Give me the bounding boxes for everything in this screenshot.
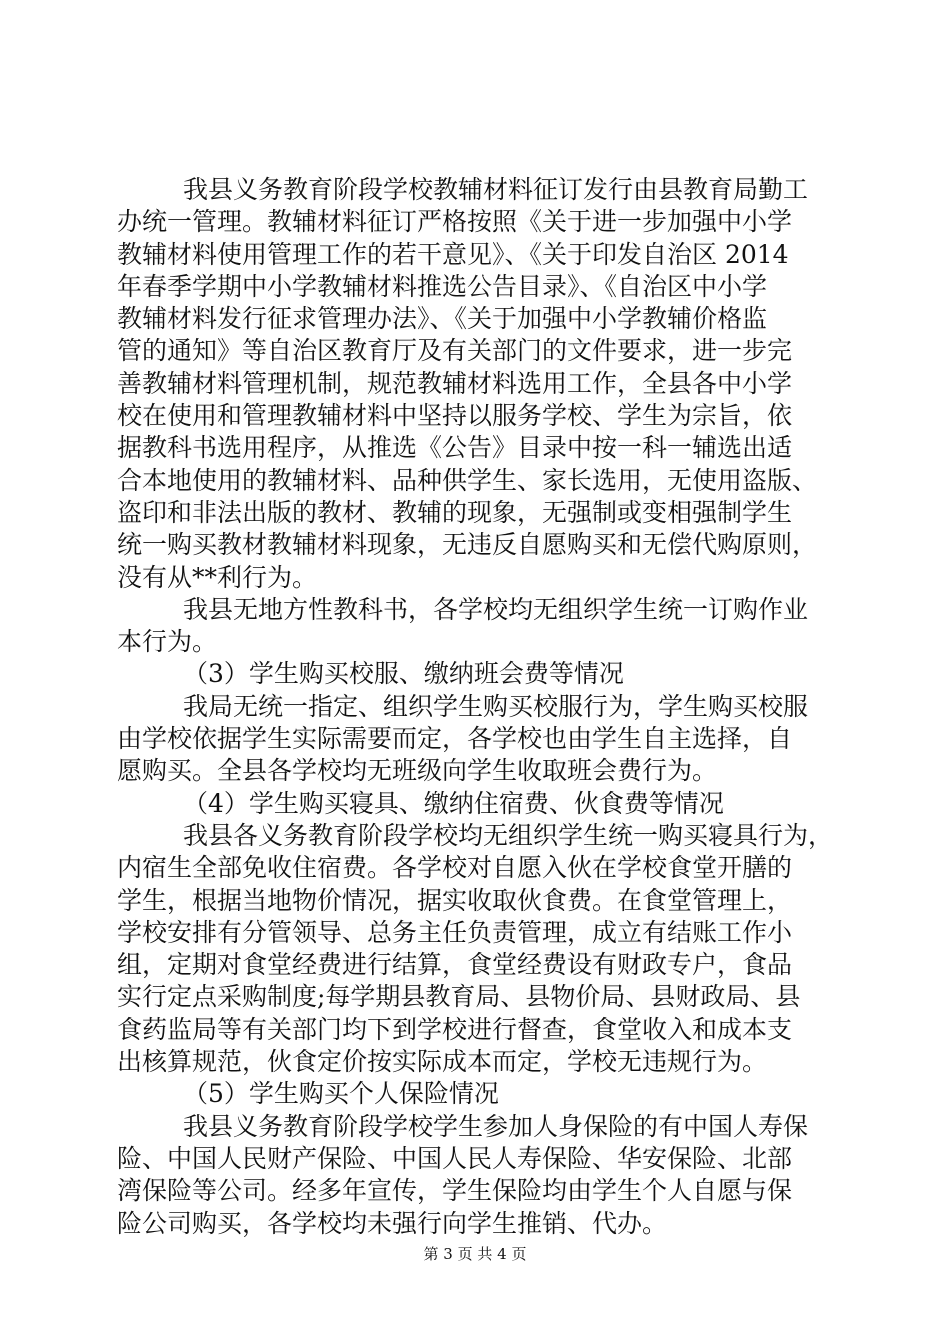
text-line: 我县义务教育阶段学校教辅材料征订发行由县教育局勤工 bbox=[183, 175, 809, 204]
text-line: 教辅材料发行征求管理办法》、《关于加强中小学教辅价格监 bbox=[117, 304, 768, 334]
text-line: 善教辅材料管理机制，规范教辅材料选用工作，全县各中小学 bbox=[117, 368, 793, 398]
text-line: 我县各义务教育阶段学校均无组织学生统一购买寝具行为， bbox=[183, 820, 834, 850]
text-line: 办统一管理。教辅材料征订严格按照《关于进一步加强中小学 bbox=[117, 207, 793, 237]
text-line: 险公司购买，各学校均未强行向学生推销、代办。 bbox=[117, 1208, 668, 1238]
text-line: 统一购买教材教辅材料现象，无违反自愿购买和无偿代购原则， bbox=[117, 530, 818, 560]
text-line: （4）学生购买寝具、缴纳住宿费、伙食费等情况 bbox=[183, 788, 724, 818]
text-line: 合本地使用的教辅材料、品种供学生、家长选用，无使用盗版、 bbox=[117, 465, 818, 495]
text-line: 由学校依据学生实际需要而定，各学校也由学生自主选择，自 bbox=[117, 724, 793, 754]
text-line: 学生，根据当地物价情况，据实收取伙食费。在食堂管理上， bbox=[117, 885, 793, 915]
text-line: 我县义务教育阶段学校学生参加人身保险的有中国人寿保 bbox=[183, 1111, 809, 1141]
text-line: 年春季学期中小学教辅材料推选公告目录》、《自治区中小学 bbox=[117, 271, 768, 301]
text-line: 没有从**利行为。 bbox=[117, 562, 318, 592]
text-line: 险、中国人民财产保险、中国人民人寿保险、华安保险、北部 bbox=[117, 1143, 793, 1173]
text-line: 湾保险等公司。经多年宣传，学生保险均由学生个人自愿与保 bbox=[117, 1176, 793, 1206]
text-line: 我局无统一指定、组织学生购买校服行为，学生购买校服 bbox=[183, 691, 809, 721]
text-line: 内宿生全部免收住宿费。各学校对自愿入伙在学校食堂开膳的 bbox=[117, 853, 793, 883]
text-line: 据教科书选用程序，从推选《公告》目录中按一科一辅选出适 bbox=[117, 433, 793, 463]
text-line: 管的通知》等自治区教育厅及有关部门的文件要求，进一步完 bbox=[117, 336, 793, 366]
text-line: 本行为。 bbox=[117, 627, 218, 657]
text-line: 校在使用和管理教辅材料中坚持以服务学校、学生为宗旨，依 bbox=[117, 401, 793, 431]
text-line: 盗印和非法出版的教材、教辅的现象，无强制或变相强制学生 bbox=[117, 497, 793, 527]
text-line: 食药监局等有关部门均下到学校进行督查，食堂收入和成本支 bbox=[117, 1014, 793, 1044]
text-line: 实行定点采购制度;每学期县教育局、县物价局、县财政局、县 bbox=[117, 982, 801, 1012]
text-line: 组，定期对食堂经费进行结算，食堂经费设有财政专户，食品 bbox=[117, 950, 793, 980]
text-line: 出核算规范，伙食定价按实际成本而定，学校无违规行为。 bbox=[117, 1047, 768, 1077]
page-footer: 第 3 页 共 4 页 bbox=[423, 1245, 527, 1263]
document-body bbox=[117, 174, 837, 1240]
text-line: （3）学生购买校服、缴纳班会费等情况 bbox=[183, 659, 624, 689]
text-line: 我县无地方性教科书，各学校均无组织学生统一订购作业 bbox=[183, 594, 809, 624]
text-line: 教辅材料使用管理工作的若干意见》、《关于印发自治区 2014 bbox=[117, 239, 789, 269]
text-line: 学校安排有分管领导、总务主任负责管理，成立有结账工作小 bbox=[117, 917, 793, 947]
text-line: 愿购买。全县各学校均无班级向学生收取班会费行为。 bbox=[117, 756, 718, 786]
text-line: （5）学生购买个人保险情况 bbox=[183, 1079, 499, 1109]
